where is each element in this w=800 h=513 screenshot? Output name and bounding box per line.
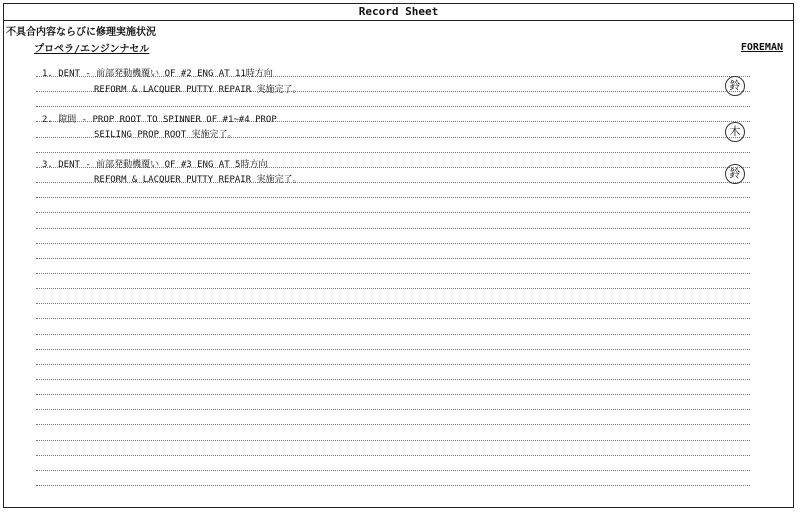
ruled-line <box>36 394 750 395</box>
ruled-line <box>36 440 750 441</box>
ruled-line <box>36 152 750 153</box>
ruled-line <box>36 228 750 229</box>
ruled-line <box>36 470 750 471</box>
foreman-stamp-2 <box>725 122 745 142</box>
foreman-label: FOREMAN <box>740 42 783 53</box>
ruled-line <box>36 379 750 380</box>
entry-2-line-2: SEILING PROP ROOT 実施完了。 <box>94 130 237 140</box>
record-sheet <box>3 3 794 508</box>
ruled-line <box>36 485 750 486</box>
ruled-line <box>36 455 750 456</box>
ruled-line <box>36 197 750 198</box>
sheet-header <box>4 4 793 21</box>
entry-2-line-1: 2. 隙間 - PROP ROOT TO SPINNER OF #1~#4 PROP <box>42 115 277 125</box>
ruled-line <box>36 258 750 259</box>
ruled-line <box>36 349 750 350</box>
ruled-line <box>36 303 750 304</box>
section-title: 不具合内容ならびに修理実施状況 <box>6 27 156 38</box>
entry-3-line-2: REFORM & LACQUER PUTTY REPAIR 実施完了。 <box>94 175 302 185</box>
ruled-line <box>36 364 750 365</box>
foreman-stamp-2-glyph: 木 <box>729 125 741 138</box>
foreman-stamp-1 <box>725 76 745 96</box>
foreman-stamp-3 <box>725 164 745 184</box>
sheet-title: Record Sheet <box>358 5 439 18</box>
entry-1-line-1: 1. DENT - 前部発動機覆い OF #2 ENG AT 11時方向 <box>42 69 273 79</box>
section-subtitle: プロペラ/エンジンナセル <box>34 44 150 55</box>
ruled-line <box>36 212 750 213</box>
ruled-line <box>36 288 750 289</box>
ruled-line <box>36 334 750 335</box>
foreman-stamp-1-glyph: 鈴 <box>729 79 741 92</box>
ruled-line <box>36 243 750 244</box>
foreman-stamp-3-glyph: 鈴 <box>729 167 741 180</box>
ruled-line <box>36 106 750 107</box>
entry-1-line-2: REFORM & LACQUER PUTTY REPAIR 実施完了。 <box>94 85 302 95</box>
ruled-line <box>36 273 750 274</box>
ruled-line <box>36 318 750 319</box>
ruled-line <box>36 424 750 425</box>
ruled-line <box>36 409 750 410</box>
entry-3-line-1: 3. DENT - 前部発動機覆い OF #3 ENG AT 5時方向 <box>42 160 268 170</box>
